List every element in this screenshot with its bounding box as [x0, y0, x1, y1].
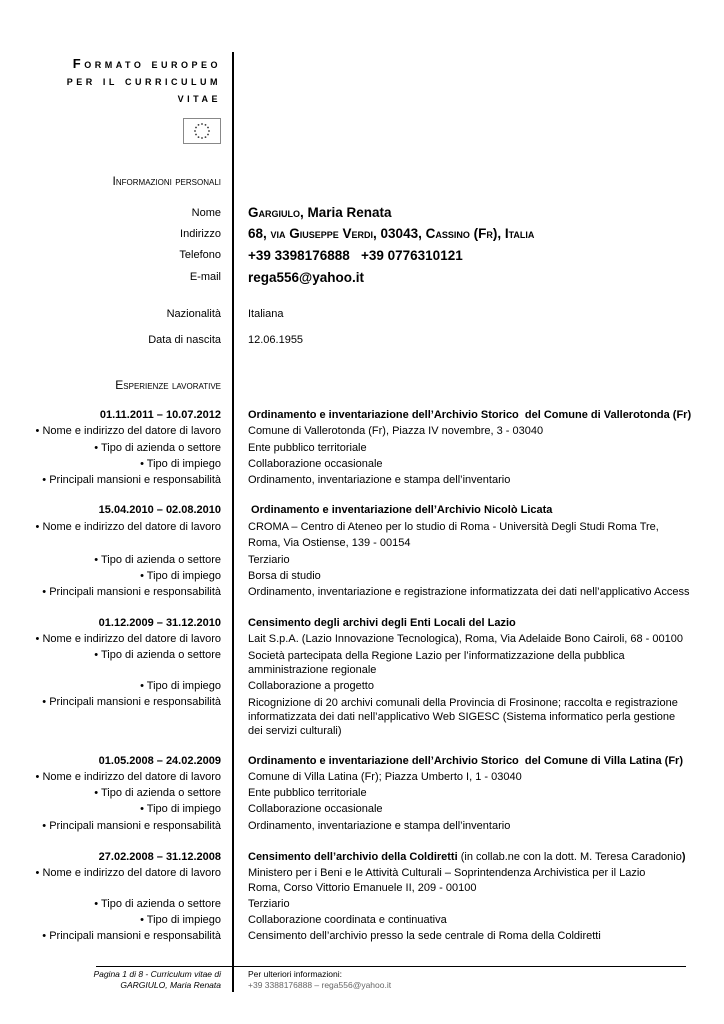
- entry-2-tipo-impiego: Borsa di studio: [248, 570, 321, 582]
- entry-3-mansioni-label: • Principali mansioni e responsabilità: [42, 696, 221, 708]
- entry-2-title: Ordinamento e inventariazione dell’Archivio Nicolò Licata: [248, 504, 553, 516]
- footer-page-info: [93, 969, 221, 991]
- entry-3-tipo-azienda-label: • Tipo di azienda o settore: [94, 649, 221, 661]
- entry-5-tipo-impiego: Collaborazione coordinata e continuativa: [248, 914, 447, 926]
- entry-2-datore: CROMA – Centro di Ateneo per lo studio di Roma - Università Degli Studi Roma Tre,: [248, 521, 659, 533]
- entry-2-tipo-azienda-label: • Tipo di azienda o settore: [94, 554, 221, 566]
- entry-4-tipo-azienda-label: • Tipo di azienda o settore: [94, 787, 221, 799]
- entry-5-datore: Ministero per i Beni e le Attività Culturali – Soprintendenza Archivistica per il Lazio: [248, 867, 646, 879]
- surname: Gargiulo: [248, 205, 300, 220]
- entry-3-datore-label: • Nome e indirizzo del datore di lavoro: [35, 633, 221, 645]
- entry-1-datore-label: • Nome e indirizzo del datore di lavoro: [35, 425, 221, 437]
- entry-2-mansioni-label: • Principali mansioni e responsabilità: [42, 586, 221, 598]
- entry-5-title: [248, 851, 686, 863]
- nome-label: Nome: [191, 207, 221, 219]
- telefono-label: Telefono: [179, 249, 221, 261]
- nome-value: [248, 205, 392, 220]
- entry-5-tipo-azienda: Terziario: [248, 898, 290, 910]
- entry-5-title-note: (in collab.ne con la dott. M. Teresa Caradonio: [457, 851, 682, 863]
- entry-1-mansioni: Ordinamento, inventariazione e stampa dell’inventario: [248, 474, 511, 486]
- indirizzo-label: Indirizzo: [180, 228, 221, 240]
- entry-3-mansioni: Ricognizione di 20 archivi comunali della Provincia di Frosinone; raccolta e registrazione informatizzata dei dati nell’applicativo Web SIGESC (Sistema informatico perla gestione dei servizi culturali): [248, 697, 678, 737]
- entry-2-datore-label: • Nome e indirizzo del datore di lavoro: [35, 521, 221, 533]
- entry-3-datore: Lait S.p.A. (Lazio Innovazione Tecnologica), Roma, Via Adelaide Bono Cairoli, 68 - 00100: [248, 633, 683, 645]
- entry-5-mansioni-label: • Principali mansioni e responsabilità: [42, 930, 221, 942]
- entry-4-tipo-impiego: Collaborazione occasionale: [248, 803, 383, 815]
- entry-4-tipo-impiego-label: • Tipo di impiego: [140, 803, 221, 815]
- entry-1-tipo-azienda: Ente pubblico territoriale: [248, 442, 367, 454]
- header-line-3: vitae: [177, 90, 221, 105]
- entry-1-tipo-impiego-label: • Tipo di impiego: [140, 458, 221, 470]
- entry-5-tipo-azienda-label: • Tipo di azienda o settore: [94, 898, 221, 910]
- entry-1-tipo-impiego: Collaborazione occasionale: [248, 458, 383, 470]
- entry-5-tipo-impiego-label: • Tipo di impiego: [140, 914, 221, 926]
- entry-2-tipo-azienda: Terziario: [248, 554, 290, 566]
- nascita-value: 12.06.1955: [248, 334, 304, 346]
- entry-4-tipo-azienda: Ente pubblico territoriale: [248, 787, 367, 799]
- entry-5-title-main: Censimento dell’archivio della Coldiretti: [248, 851, 458, 863]
- entry-1-dates: 01.11.2011 – 10.07.2012: [99, 409, 221, 421]
- footer-contact: [248, 969, 391, 991]
- footer-page-line2: GARGIULO, Maria Renata: [120, 980, 221, 990]
- footer-rule: [96, 966, 686, 967]
- header-line-1: Formato europeo: [72, 56, 221, 71]
- entry-4-datore: Comune di Villa Latina (Fr); Piazza Umberto I, 1 - 03040: [248, 771, 522, 783]
- entry-5-mansioni: Censimento dell’archivio presso la sede centrale di Roma della Coldiretti: [248, 930, 601, 942]
- entry-1-title: Ordinamento e inventariazione dell’Archivio Storico del Comune di Vallerotonda (Fr): [248, 409, 692, 421]
- entry-3-tipo-impiego: Collaborazione a progetto: [248, 680, 374, 692]
- footer-contact-line1: Per ulteriori informazioni:: [248, 969, 343, 979]
- nazionalita-value: Italiana: [248, 308, 284, 320]
- email-value: rega556@yahoo.it: [248, 270, 364, 285]
- cv-header: [67, 55, 221, 106]
- entry-4-dates: 01.05.2008 – 24.02.2009: [98, 755, 221, 767]
- entry-4-mansioni-label: • Principali mansioni e responsabilità: [42, 820, 221, 832]
- footer-contact-line2: +39 3388176888 – rega556@yahoo.it: [248, 980, 392, 990]
- nazionalita-label: Nazionalità: [166, 308, 221, 320]
- entry-1-datore: Comune di Vallerotonda (Fr), Piazza IV novembre, 3 - 03040: [248, 425, 544, 437]
- entry-3-title: Censimento degli archivi degli Enti Locali del Lazio: [248, 617, 516, 629]
- email-label: E-mail: [189, 271, 221, 283]
- entry-4-title: Ordinamento e inventariazione dell’Archivio Storico del Comune di Villa Latina (Fr): [248, 755, 683, 767]
- entry-2-mansioni: Ordinamento, inventariazione e registrazione informatizzata dei dati nell’applicativo Access: [248, 586, 690, 598]
- section-personal-info: Informazioni personali: [112, 174, 221, 188]
- header-line-2: per il curriculum: [66, 73, 221, 88]
- entry-1-mansioni-label: • Principali mansioni e responsabilità: [42, 474, 221, 486]
- entry-4-datore-label: • Nome e indirizzo del datore di lavoro: [35, 771, 221, 783]
- entry-5-datore-line2: Roma, Corso Vittorio Emanuele II, 209 - 00100: [248, 882, 477, 894]
- footer-page-line1: Pagina 1 di 8 - Curriculum vitae di: [93, 969, 221, 979]
- entry-4-mansioni: Ordinamento, inventariazione e stampa dell’inventario: [248, 820, 511, 832]
- entry-2-dates: 15.04.2010 – 02.08.2010: [98, 504, 221, 516]
- telefono-value: +39 3398176888 +39 0776310121: [248, 248, 463, 263]
- entry-2-tipo-impiego-label: • Tipo di impiego: [140, 570, 221, 582]
- nascita-label: Data di nascita: [148, 334, 221, 346]
- vertical-divider: [232, 52, 234, 992]
- eu-flag-icon: [183, 118, 221, 144]
- indirizzo-value: 68, via Giuseppe Verdi, 03043, Cassino (Fr), Italia: [248, 226, 535, 241]
- given-names: , Maria Renata: [300, 205, 392, 220]
- entry-2-datore-line2: Roma, Via Ostiense, 139 - 00154: [248, 537, 411, 549]
- entry-5-title-close: ): [681, 851, 686, 863]
- entry-1-tipo-azienda-label: • Tipo di azienda o settore: [94, 442, 221, 454]
- entry-5-datore-label: • Nome e indirizzo del datore di lavoro: [35, 867, 221, 879]
- entry-5-dates: 27.02.2008 – 31.12.2008: [98, 851, 221, 863]
- section-work-experience: Esperienze lavorative: [115, 378, 221, 392]
- entry-3-tipo-impiego-label: • Tipo di impiego: [140, 680, 221, 692]
- entry-3-tipo-azienda: Società partecipata della Regione Lazio per l’informatizzazione della pubblica amministrazione regionale: [248, 650, 625, 676]
- entry-3-dates: 01.12.2009 – 31.12.2010: [98, 617, 221, 629]
